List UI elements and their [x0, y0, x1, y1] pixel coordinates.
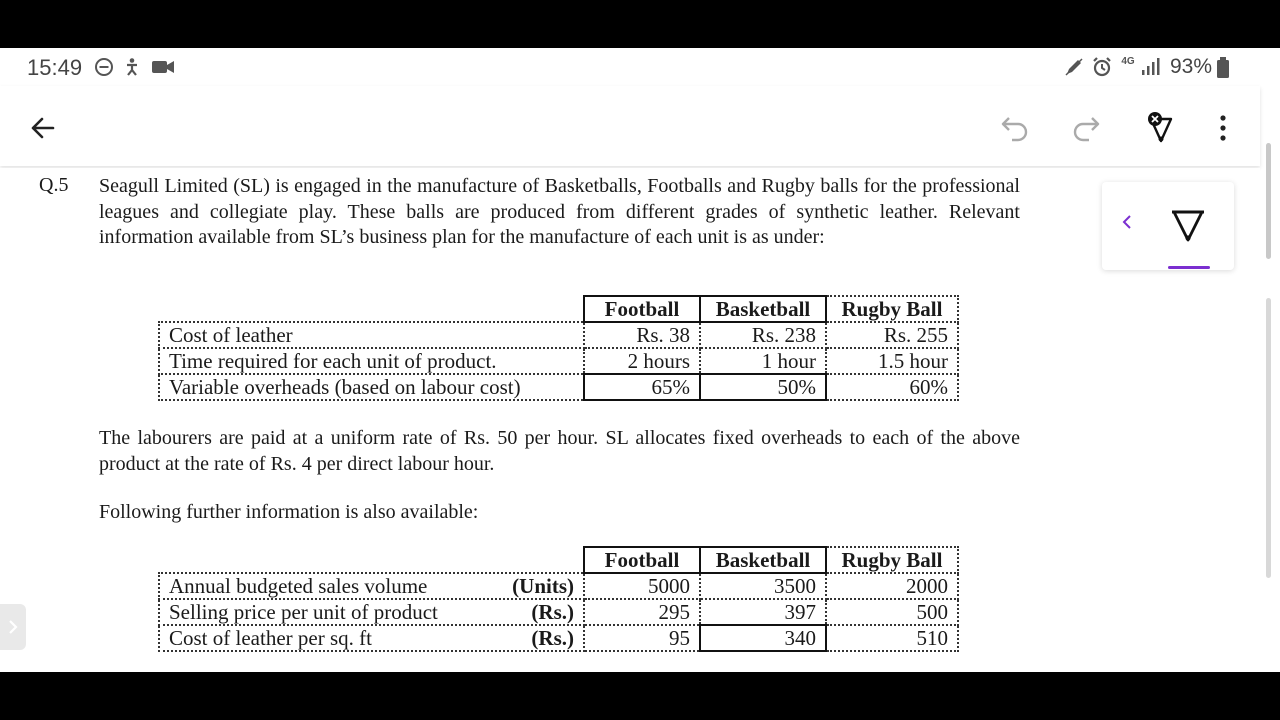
- edge-panel-handle[interactable]: [0, 604, 26, 650]
- undo-button[interactable]: [995, 108, 1035, 148]
- cell-value: 3500: [700, 573, 826, 599]
- table-header-row: [159, 547, 958, 573]
- cell-value: 397: [700, 599, 826, 625]
- alarm-icon: [1092, 57, 1112, 77]
- question-number: Q.5: [39, 174, 69, 196]
- cell-value: 65%: [584, 374, 700, 400]
- row-label: [159, 573, 584, 599]
- header-basketball: Basketball: [700, 547, 826, 573]
- cell-value: 95: [584, 625, 700, 651]
- cell-value: 1.5 hour: [826, 348, 958, 374]
- cell-value: 500: [826, 599, 958, 625]
- pen-tool-button[interactable]: [1140, 108, 1180, 148]
- bottom-black-bar: [0, 672, 1280, 720]
- cell-value: Rs. 255: [826, 322, 958, 348]
- top-toolbar: [0, 86, 1260, 166]
- cell-value: Rs. 38: [584, 322, 700, 348]
- cell-value: 1 hour: [700, 348, 826, 374]
- sales-info-table: [158, 546, 959, 652]
- header-basketball: Basketball: [700, 296, 826, 322]
- battery-percent: 93%: [1170, 55, 1213, 78]
- document-page: [0, 168, 1260, 672]
- pen-tool-icon: [1143, 111, 1177, 145]
- back-button[interactable]: [23, 108, 63, 148]
- video-camera-icon: [150, 57, 176, 77]
- status-time: 15:49: [27, 55, 83, 80]
- further-info-paragraph: Following further information is also available:: [99, 501, 479, 523]
- cell-value: 60%: [826, 374, 958, 400]
- table-row: [159, 374, 958, 400]
- row-unit: (Rs.): [531, 626, 574, 650]
- row-label: Cost of leather: [159, 322, 584, 348]
- selected-pen-button[interactable]: [1166, 202, 1214, 254]
- row-unit: (Rs.): [531, 600, 574, 624]
- chevron-left-icon: [1120, 212, 1134, 232]
- intro-paragraph: Seagull Limited (SL) is engaged in the manufacture of Basketballs, Footballs and Rugby balls for the professional leagues and collegiate play. These balls are produced from different grades of synthetic leather. Relevant information available from SL’s business plan for the manufacture of each unit is as under:: [99, 175, 1020, 248]
- redo-button[interactable]: [1066, 108, 1106, 148]
- header-football: Football: [584, 547, 700, 573]
- more-vert-icon: [1219, 114, 1227, 142]
- accessibility-icon: [122, 57, 142, 77]
- product-cost-table: [158, 295, 959, 401]
- row-label-text: Selling price per unit of product: [169, 600, 438, 624]
- network-4g-label: 4G: [1121, 56, 1135, 67]
- cell-value: 2000: [826, 573, 958, 599]
- header-rugby-ball: Rugby Ball: [826, 547, 958, 573]
- scrollbar-thumb[interactable]: [1266, 143, 1271, 259]
- table-row: [159, 573, 958, 599]
- row-label: [159, 599, 584, 625]
- table-row: [159, 348, 958, 374]
- chevron-right-icon: [7, 618, 19, 636]
- row-unit: (Units): [512, 574, 574, 598]
- do-not-disturb-icon: [94, 57, 114, 77]
- table-row: [159, 625, 958, 651]
- cell-value: 510: [826, 625, 958, 651]
- header-football: Football: [584, 296, 700, 322]
- cell-value: 2 hours: [584, 348, 700, 374]
- undo-icon: [1000, 113, 1030, 143]
- more-options-button[interactable]: [1203, 108, 1243, 148]
- pen-tool-icon: [1166, 202, 1210, 246]
- row-label: [159, 625, 584, 651]
- table-row: [159, 599, 958, 625]
- app-screen: [0, 48, 1280, 672]
- row-label-text: Annual budgeted sales volume: [169, 574, 428, 598]
- cell-value: 5000: [584, 573, 700, 599]
- redo-icon: [1071, 113, 1101, 143]
- header-rugby-ball: Rugby Ball: [826, 296, 958, 322]
- scrollbar-track[interactable]: [1266, 298, 1271, 578]
- labour-paragraph: The labourers are paid at a uniform rate of Rs. 50 per hour. SL allocates fixed overheads to each of the above product at the rate of Rs. 4 per direct labour hour.: [99, 427, 1020, 475]
- row-label-text: Cost of leather per sq. ft: [169, 626, 372, 650]
- cell-value: 50%: [700, 374, 826, 400]
- row-label: Variable overheads (based on labour cost): [159, 374, 584, 400]
- table-row: [159, 322, 958, 348]
- battery-icon: [1216, 57, 1230, 77]
- signal-icon: [1140, 57, 1160, 77]
- pen-icon: [1064, 57, 1084, 77]
- status-bar: [0, 48, 1280, 86]
- cell-value: Rs. 238: [700, 322, 826, 348]
- selected-indicator: [1168, 266, 1210, 269]
- table-header-row: [159, 296, 958, 322]
- pen-tool-panel: [1102, 182, 1234, 270]
- back-arrow-icon: [29, 114, 57, 142]
- row-label: Time required for each unit of product.: [159, 348, 584, 374]
- cell-value: 295: [584, 599, 700, 625]
- cell-value: 340: [700, 625, 826, 651]
- top-black-bar: [0, 0, 1280, 48]
- collapse-panel-button[interactable]: [1120, 212, 1140, 240]
